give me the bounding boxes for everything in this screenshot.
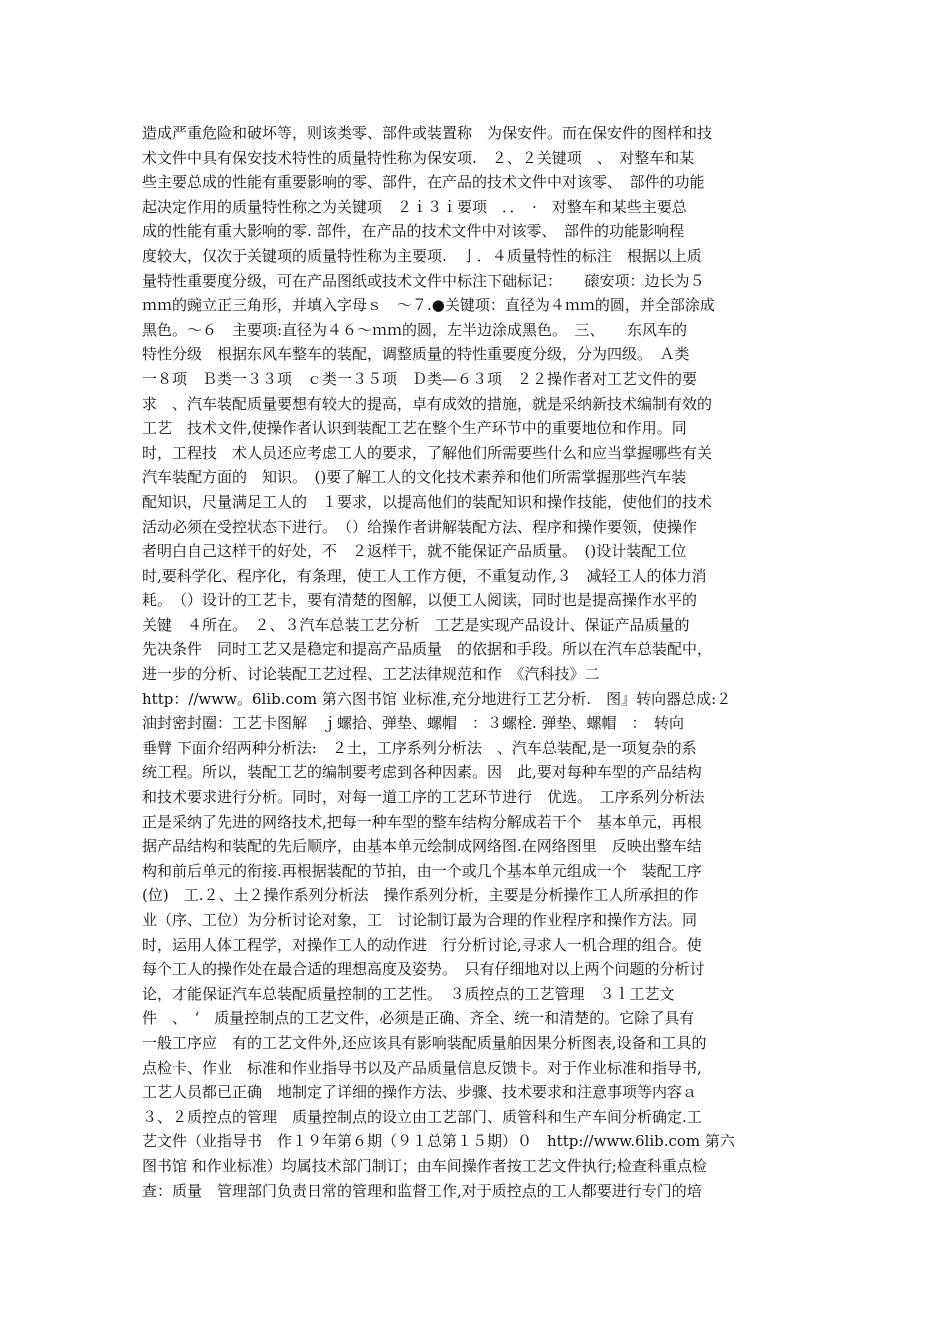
text-line: 关键 ４所在。 ２、３汽车总装工艺分析 工艺是实现产品设计、保证产品质量的 xyxy=(142,615,690,634)
text-line: 论，才能保证汽车总装配质量控制的工艺性。 ３质控点的工艺管理 ３ｌ工艺文 xyxy=(142,984,675,1003)
text-line: 工艺人员都已正确 地制定了详细的操作方法、步骤、技术要求和注意事项等内容ａ xyxy=(142,1083,698,1102)
text-line: 造成严重危险和破坏等，则该类零、部件或装置称 为保安件。而在保安件的图样和技 xyxy=(142,124,713,142)
text-line: 进一步的分析、讨论装配工艺过程、工艺法律规范和作 《汽科技》二 xyxy=(142,665,600,684)
text-line: 耗。 （）设计的工艺卡，要有清楚的图解，以便工人阅读，同时也是提高操作水平的 xyxy=(142,591,698,610)
text-line: 图书馆 和作业标准）均属技术部门制订；由车间操作者按工艺文件执行;检查科重点检 xyxy=(142,1156,707,1175)
text-line: 据产品结构和装配的先后顺序，由基本单元绘制成网络图.在网络图里 反映出整车结 xyxy=(142,837,702,856)
text-line: 起决定作用的质量特性称之为关键项 ２ｉ３ｉ要项 ．． · 对整车和某些主要总 xyxy=(142,197,687,216)
text-line: ３、２质控点的管理 质量控制点的设立由工艺部门、质管科和生产车间分析确定.工 xyxy=(142,1107,702,1126)
text-line: 艺文件（业指导书 作１９年第６期（９１总第１５期）０ http://www.6lib.com 第六 xyxy=(142,1132,735,1151)
text-line: 和技术要求进行分析。同时，对每一道工序的工艺环节进行 优选。 工序系列分析法 xyxy=(142,788,705,807)
text-line: 统工程。所以，装配工艺的编制要考虑到各种因素。因 此,要对每种车型的产品结构 xyxy=(142,763,702,782)
text-line: 术文件中具有保安技术特性的质量特性称为保安项. ２、２关键项 、 对整车和某 xyxy=(142,148,695,167)
text-line: 一般工序应 有的工艺文件外,还应该具有影响装配质量舶因果分析图表,设备和工具的 xyxy=(142,1033,707,1052)
text-line: 工艺 技术文件,使操作者认识到装配工艺在整个生产环节中的重要地位和作用。同 xyxy=(142,419,687,438)
text-line: 时，运用人体工程学，对操作工人的动作进 行分析讨论,寻求人一机合理的组合。使 xyxy=(142,935,702,954)
text-line: 正是采纳了先进的网络技术,把每一种车型的整车结构分解成若干个 基本单元，再根 xyxy=(142,812,702,831)
text-line: 者明白自己这样干的好处，不 ２返样干，就不能保证产品质量。 ()设计装配工位 xyxy=(142,542,687,561)
text-line: 一８项 Ｂ类一３３项 ｃ类一３５项 Ｄ类—６３项 ２２操作者对工艺文件的要 xyxy=(142,369,698,388)
text-line: 特性分级 根据东风车整车的装配，调整质量的特性重要度分级，分为四级。 Ａ类 xyxy=(142,345,690,364)
text-line: 时,要科学化、程序化，有条理，使工人工作方便，不重复动作,３ 减轻工人的体力消 xyxy=(142,566,707,585)
body-text xyxy=(142,121,792,1203)
text-line: ｍｍ的豌立正三角形，并填入字母ｓ ～７.●关键项：直径为４ｍｍ的圆，并全部涂成 xyxy=(142,296,715,315)
text-line: 每个工人的操作处在最合适的理想高度及姿势。 只有仔细地对以上两个问题的分析讨 xyxy=(142,960,705,979)
text-line: (位) 工.２、土２操作系列分析法 操作系列分析，主要是分析操作工人所承担的作 xyxy=(142,886,699,905)
text-line: 求 、汽车装配质量要想有较大的提高，卓有成效的措施，就是采纳新技术编制有效的 xyxy=(142,394,713,413)
text-line: 点检卡、作业 标准和作业指导书以及产品质量信息反馈卡。对于作业标准和指导书, xyxy=(142,1058,702,1077)
text-line: 先决条件 同时工艺又是稳定和提高产品质量 的依据和手段。所以在汽车总装配中， xyxy=(142,640,713,659)
text-line: 些主要总成的性能有重要影响的零、部件，在产品的技术文件中对该零、 部件的功能 xyxy=(142,173,705,192)
text-line: 黑色。～６ 主要项:直径为４６～ｍｍ的圆，左半边涂成黑色。 三、 东风车的 xyxy=(142,320,688,339)
text-line: 活动必须在受控状态下进行。 （）给操作者讲解装配方法、程序和操作要领，使操作 xyxy=(142,517,698,536)
text-line: 成的性能有重大影响的零. 部件，在产品的技术文件中对该零、 部件的功能影响程 xyxy=(142,222,685,241)
text-line: 油封密封圈：工艺卡图解 ｊ螺拾、弹垫、螺帽 ：３螺栓. 弹垫、螺帽 ： 转向 xyxy=(142,714,685,733)
text-line: 汽车装配方面的 知识。 ()要了解工人的文化技术素养和他们所需掌握那些汽车装 xyxy=(142,468,687,487)
text-line: http：//www。6lib.com 第六图书馆 业标准,充分地进行工艺分析. 图』转向器总成:２ xyxy=(142,689,732,708)
text-line: 垂臂 下面介绍两种分析法: ２土，工序系列分析法 、汽车总装配,是一项复杂的系 xyxy=(142,738,697,757)
text-line: 查：质量 管理部门负责日常的管理和监督工作,对于质控点的工人都要进行专门的培 xyxy=(142,1181,702,1200)
text-line: 时，工程技 术人员还应考虑工人的要求，了解他们所需要些什么和应当掌握哪些有关 xyxy=(142,443,713,462)
text-line: 业（序、工位）为分析讨论对象，工 讨论制订最为合理的作业程序和操作方法。同 xyxy=(142,911,698,929)
text-line: 度较大，仅次于关键项的质量特性称为主要项. 亅．４质量特性的标注 根据以上质 xyxy=(142,246,702,265)
text-line: 量特性重要度分级，可在产品图纸或技术文件中标注下础标记： 磙安项：边长为５ xyxy=(142,271,705,290)
text-line: 件 、 ‘ 质量控制点的工艺文件，必须是正确、齐全、统一和清楚的。它除了具有 xyxy=(142,1009,695,1028)
text-line: 构和前后单元的衔接.再根据装配的节拍，由一个或几个基本单元组成一个 装配工序 xyxy=(142,861,702,880)
text-line: 配知识，尺量满足工人的 １要求，以提高他们的装配知识和操作技能，使他们的技术 xyxy=(142,492,713,511)
